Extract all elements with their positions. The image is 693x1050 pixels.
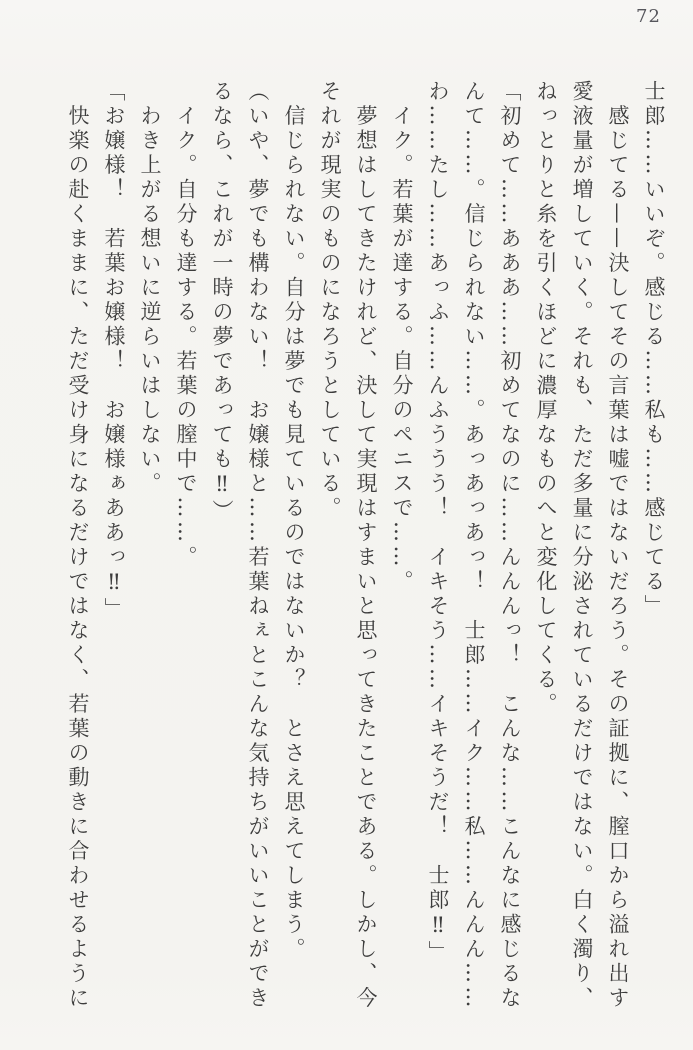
text-line: 「初めて……あああ……初めてなのに……んんんっ！ こんな……こんなに感じるな: [498, 80, 522, 1011]
text-line: イク。自分も達する。若葉の膣中で……。: [174, 80, 198, 570]
text-line: 愛液量が増していく。それも、ただ多量に分泌されているだけではない。白く濁り、: [570, 80, 594, 1011]
text-line: 信じられない。自分は夢でも見ているのではないか？ とさえ思えてしまう。: [282, 80, 306, 962]
text-line: 感じてる——決してその言葉は嘘ではないだろう。その証拠に、膣口から溢れ出す: [606, 80, 630, 1011]
text-line: イク。若葉が達する。自分のペニスで……。: [390, 80, 414, 595]
text-line: 士郎……いいぞ。感じる……私も……感じてる」: [642, 80, 666, 619]
text-line: ねっとりと糸を引くほどに濃厚なものへと変化してくる。: [534, 80, 558, 717]
text-line: 夢想はしてきたけれど、決して実現はすまいと思ってきたことである。しかし、今: [354, 80, 378, 1011]
text-line: んて……。信じられない……。あっあっあっ！ 士郎……イク……私……んんん……: [462, 80, 486, 1011]
text-line: るなら、これが一時の夢であっても‼）: [210, 80, 234, 524]
text-line: それが現実のものになろうとしている。: [318, 80, 342, 521]
text-line: わき上がる想いに逆らいはしない。: [138, 80, 162, 497]
text-line: 快楽の赴くままに、ただ受け身になるだけではなく、若葉の動きに合わせるように: [66, 80, 90, 1011]
text-line: 「お嬢様！ 若葉お嬢様！ お嬢様ぁああっ‼」: [102, 80, 126, 622]
text-block: [58, 80, 672, 1014]
text-line: （いや、夢でも構わない！ お嬢様と……若葉ねぇとこんな気持ちがいいことができ: [246, 80, 270, 1011]
text-line: わ……たし……あっふ……んふううう！ イキそう……イキそうだ！ 士郎‼」: [426, 80, 450, 965]
page-number: 72: [636, 6, 661, 27]
